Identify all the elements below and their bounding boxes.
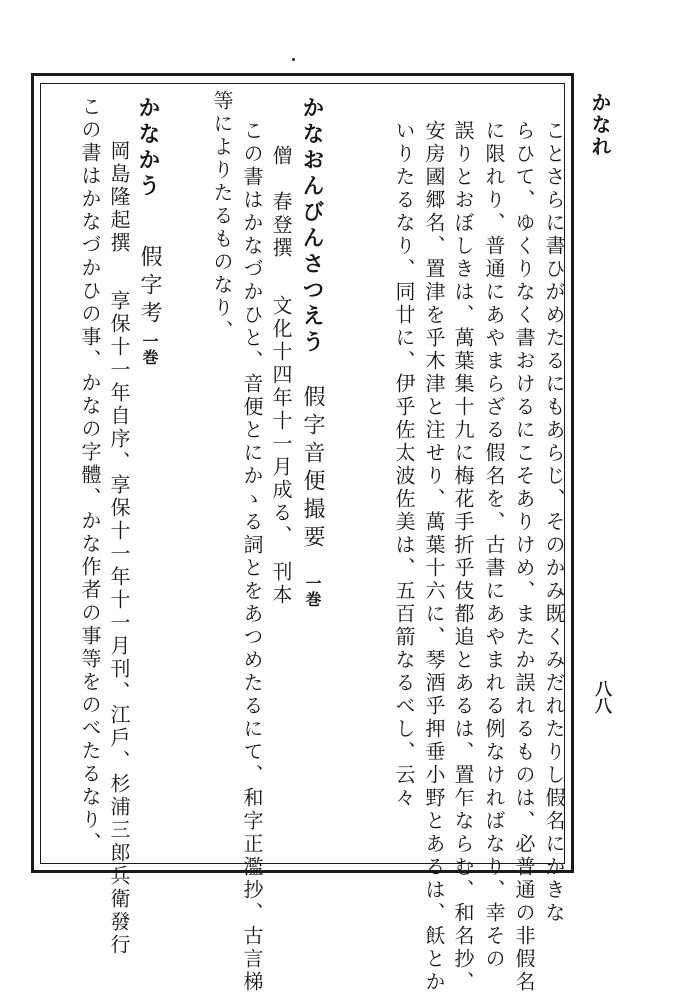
intro-line-6: いりたるなり、同廿に、伊乎佐太波佐美は、五百箭なるべし、云々 xyxy=(392,120,416,810)
entry-onbin-author: 僧 春登撰 xyxy=(269,145,293,260)
entry-kanakou-desc: この書はかなづかひの事、かなの字體、かな作者の事等をのべたるなり、 xyxy=(78,96,102,855)
entry-onbin-desc-line-1: この書はかなづかひと、音便とにかゝる詞とをあつめたるにて、和字正濫抄、古言梯 xyxy=(240,120,264,994)
entry-kanakou-date: 享保十一年自序、享保十一年十一月刊、江戶、杉浦三郎兵衛發行 xyxy=(107,290,131,957)
entry-onbin-desc-line-2: 等によりたるものなり、 xyxy=(210,90,234,343)
intro-line-5: 安房國郷名、置津を乎木津と注せり、萬葉十六に、琴酒乎押垂小野とあるは、飫とか xyxy=(422,120,446,994)
entry-onbin-heading: かなおんびんさつえう xyxy=(299,96,325,356)
entry-onbin-date: 文化十四年十一月成る、 刊本 xyxy=(269,295,293,607)
entry-onbin-count: 一巻 xyxy=(303,575,322,607)
entry-kanakou-count: 一巻 xyxy=(140,333,159,365)
running-head: かなれ xyxy=(588,92,612,158)
entry-onbin-title: 假字音便撮要 xyxy=(300,385,325,553)
entry-kanakou-heading: かなかう xyxy=(135,96,161,200)
entry-kanakou-author: 岡島隆起撰 xyxy=(107,140,131,255)
page-number: 八八 xyxy=(591,680,611,714)
print-speck xyxy=(292,58,295,61)
intro-line-1: ことさらに書ひがめたるにもあらじ、そのかみ既くみだれたりし假名にかきな xyxy=(542,120,566,925)
intro-line-3: に限れり、普通にあやまらざる假名を、古書にあやまれる例なければなり、幸その xyxy=(482,120,506,971)
intro-line-4: 誤りとおぼしきは、萬葉集十九に梅花手折乎伎都追とあるは、置乍ならむ、和名抄、 xyxy=(451,120,475,994)
intro-line-2: らひて、ゆくりなく書おけるにこそありけめ、またか誤れるものは、必普通の非假名 xyxy=(512,120,536,994)
entry-kanakou-title: 假字考 xyxy=(137,245,162,329)
